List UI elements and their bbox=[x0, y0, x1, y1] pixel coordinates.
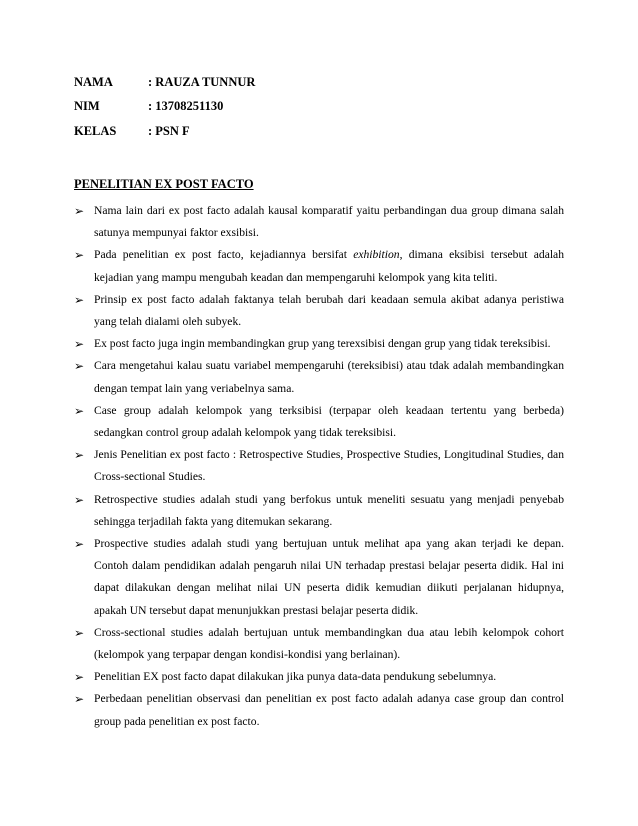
student-info bbox=[74, 70, 255, 144]
list-item-text: Perbedaan penelitian observasi dan penelitian ex post facto adalah adanya case group dan control group pada penelitian ex post facto. bbox=[94, 692, 564, 728]
list-item bbox=[74, 533, 564, 622]
list-item-text: Cross-sectional studies adalah bertujuan untuk membandingkan dua atau lebih kelompok cohort (kelompok yang terpapar dengan kondisi-kondisi yang berlainan). bbox=[94, 625, 564, 662]
bullet-list bbox=[74, 200, 564, 733]
list-item bbox=[74, 489, 564, 533]
italic-term: exhibition bbox=[353, 248, 400, 262]
nim-value: : 13708251130 bbox=[148, 99, 224, 114]
list-item bbox=[74, 622, 564, 666]
list-item bbox=[74, 355, 564, 399]
list-item-text-part: Pada penelitian ex post facto, kejadiannya bersifat bbox=[94, 248, 354, 262]
arrow-bullet-icon: ➢ bbox=[74, 670, 85, 685]
list-item bbox=[74, 688, 564, 732]
section-title: PENELITIAN EX POST FACTO bbox=[74, 177, 254, 191]
class-label: KELAS bbox=[74, 123, 117, 138]
arrow-bullet-icon: ➢ bbox=[74, 292, 85, 307]
list-item-text bbox=[94, 248, 564, 283]
arrow-bullet-icon: ➢ bbox=[74, 448, 85, 463]
arrow-bullet-icon: ➢ bbox=[74, 337, 85, 352]
list-item-text: Retrospective studies adalah studi yang berfokus untuk meneliti sesuatu yang menjadi penyebab sehingga terjadilah fakta yang ditemukan sekarang. bbox=[94, 492, 564, 528]
list-item-text: Prospective studies adalah studi yang bertujuan untuk melihat apa yang akan terjadi ke depan. Contoh dalam pendidikan adalah pengaruh nilai UN terhadap prestasi belajar peserta didik. Hal ini dapat dilakukan dengan melihat nilai UN peserta didik kemudian diikuti perjalanan hidupnya, apakah UN tersebut dapat menunjukkan prestasi belajar peserta didik. bbox=[94, 537, 564, 617]
list-item-text: Prinsip ex post facto adalah faktanya telah berubah dari keadaan semula akibat adanya peristiwa yang telah dialami oleh subyek. bbox=[94, 292, 564, 329]
arrow-bullet-icon: ➢ bbox=[74, 248, 85, 263]
list-item-text: Penelitian EX post facto dapat dilakukan jika punya data-data pendukung sebelumnya. bbox=[94, 670, 497, 684]
list-item bbox=[74, 289, 564, 333]
info-row-class bbox=[74, 119, 255, 144]
list-item-text-part: , dimana eksibisi tersebut adalah kejadian yang mampu mengubah keadan dan mempengaruhi kelompok yang kita teliti. bbox=[94, 248, 565, 284]
list-item bbox=[74, 666, 564, 688]
list-item-text: Cara mengetahui kalau suatu variabel mempengaruhi (tereksibisi) atau tdak adalah membandingkan dengan tempat lain yang veriabelnya sama. bbox=[94, 359, 564, 395]
arrow-bullet-icon: ➢ bbox=[74, 204, 85, 218]
nim-label: NIM bbox=[74, 99, 100, 114]
name-label: NAMA bbox=[74, 74, 113, 89]
list-item bbox=[74, 444, 564, 488]
arrow-bullet-icon: ➢ bbox=[74, 537, 85, 552]
list-item-text: Case group adalah kelompok yang terksibisi (terpapar oleh keadaan tertentu yang berbeda) sedangkan control group adalah kelompok yang tidak tereksibisi. bbox=[94, 403, 564, 440]
arrow-bullet-icon: ➢ bbox=[74, 492, 85, 507]
info-row-name bbox=[74, 70, 255, 95]
name-value: : RAUZA TUNNUR bbox=[148, 74, 256, 89]
list-item bbox=[74, 244, 564, 288]
list-item bbox=[74, 200, 564, 244]
arrow-bullet-icon: ➢ bbox=[74, 403, 85, 418]
arrow-bullet-icon: ➢ bbox=[74, 692, 85, 707]
info-row-nim bbox=[74, 95, 255, 120]
arrow-bullet-icon: ➢ bbox=[74, 359, 85, 374]
list-item bbox=[74, 400, 564, 444]
list-item-text: Jenis Penelitian ex post facto : Retrospective Studies, Prospective Studies, Longitudinal Studies, dan Cross-sectional Studies. bbox=[94, 448, 564, 484]
arrow-bullet-icon: ➢ bbox=[74, 625, 85, 640]
class-value: : PSN F bbox=[148, 123, 190, 138]
list-item bbox=[74, 333, 564, 355]
list-item-text: Nama lain dari ex post facto adalah kausal komparatif yaitu perbandingan dua group dimana salah satunya mempunyai faktor exsibisi. bbox=[94, 204, 564, 240]
list-item-text: Ex post facto juga ingin membandingkan grup yang terexsibisi dengan grup yang tidak tereksibisi. bbox=[94, 337, 551, 351]
